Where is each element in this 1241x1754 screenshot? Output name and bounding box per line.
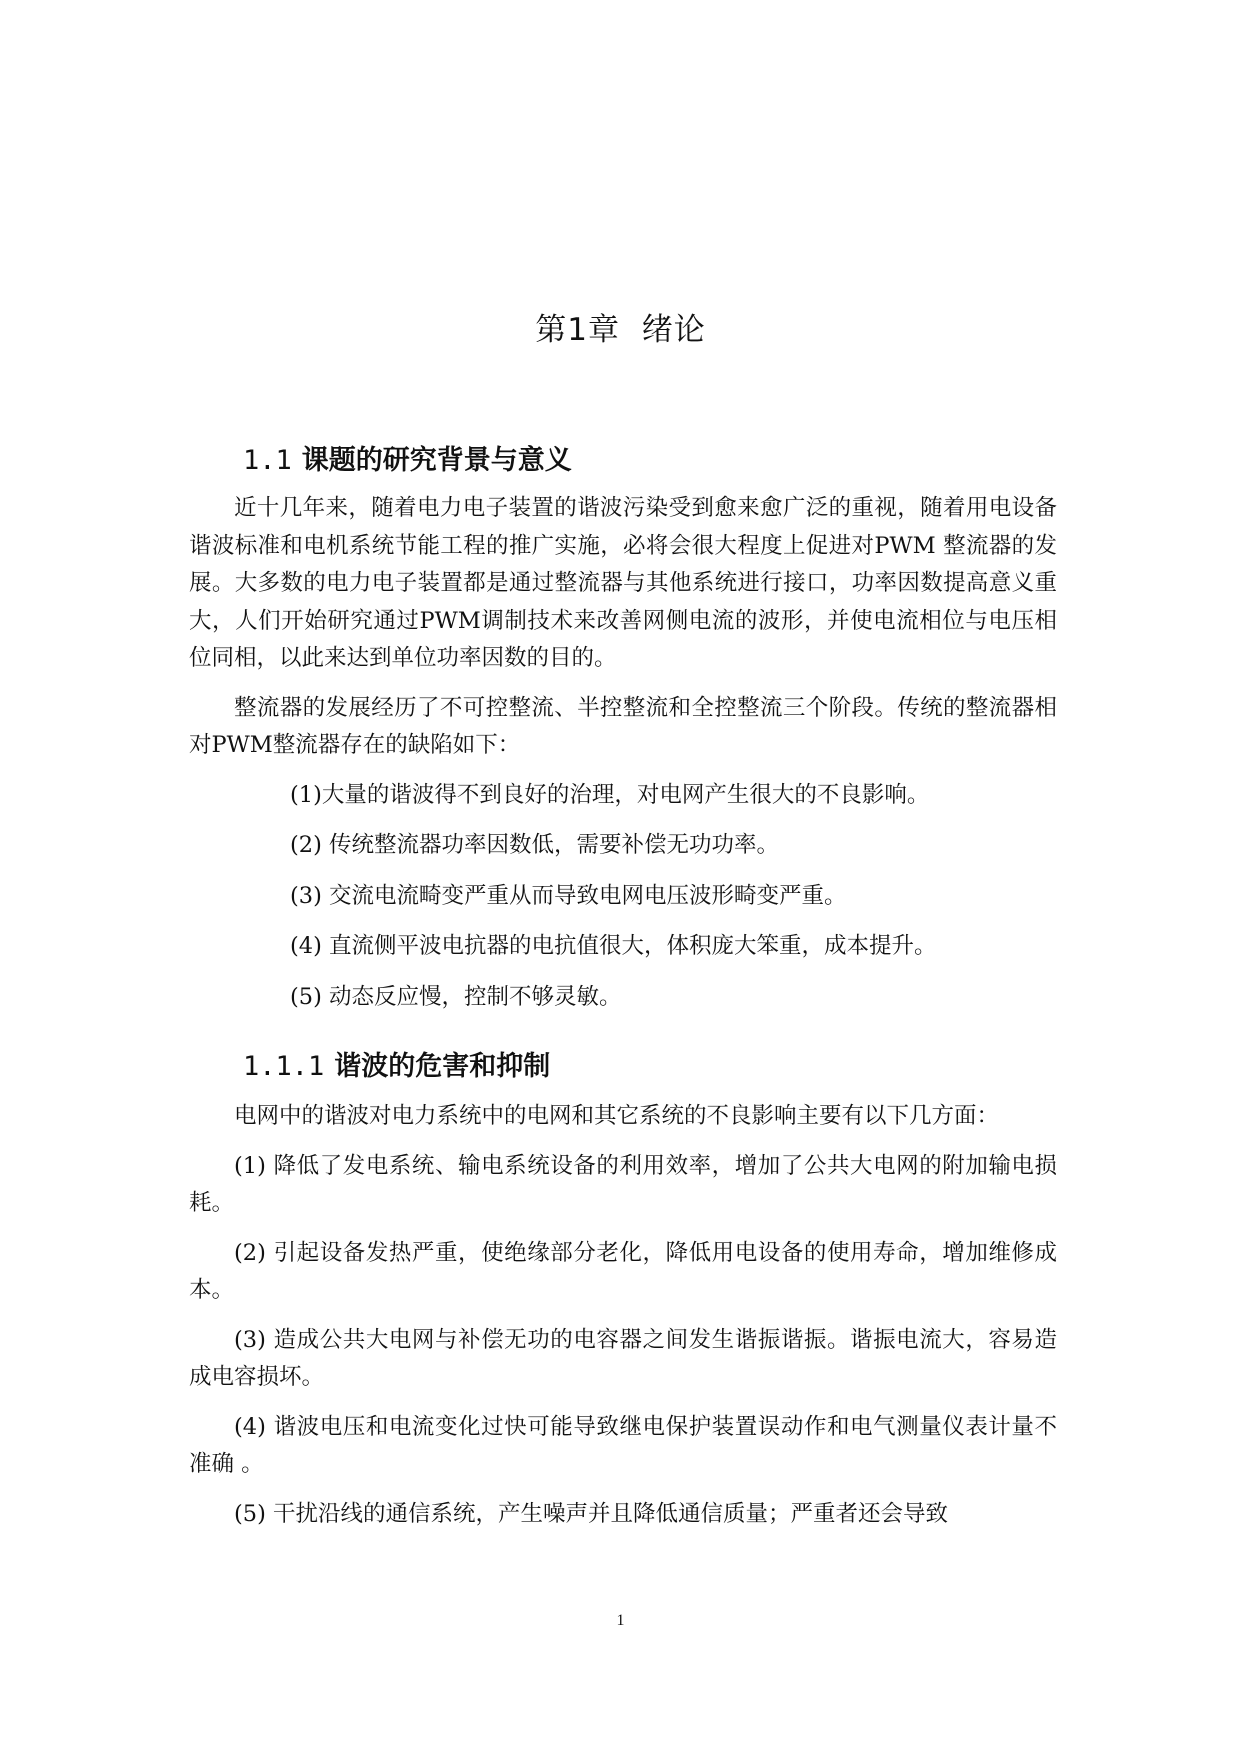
list-item: (4) 直流侧平波电抗器的电抗值很大，体积庞大笨重，成本提升。 <box>290 933 937 959</box>
paragraph: 电网中的谐波对电力系统中的电网和其它系统的不良影响主要有以下几方面： <box>234 1103 1000 1129</box>
list-item: (1)大量的谐波得不到良好的治理，对电网产生很大的不良影响。 <box>290 781 930 808</box>
section-title: 课题的研究背景与意义 <box>301 445 572 476</box>
paragraph: (5) 干扰沿线的通信系统，产生噪声并且降低通信质量；严重者还会导致 <box>234 1500 949 1527</box>
paragraph: 整流器的发展经历了不可控整流、半控整流和全控整流三个阶段。传统的整流器相对PWM整流器存在的缺陷如下： <box>189 694 1057 758</box>
list-item: (2) 传统整流器功率因数低，需要补偿无功功率。 <box>290 832 780 858</box>
list-item: (5) 动态反应慢，控制不够灵敏。 <box>290 983 622 1010</box>
section-number: 1.1 <box>243 445 292 476</box>
chapter-title: 第1章 绪论 <box>535 312 706 348</box>
paragraph: 近十几年来，随着电力电子装置的谐波污染受到愈来愈广泛的重视，随着用电设备谐波标准和电机系统节能工程的推广实施，必将会很大程度上促进对PWM 整流器的发展。大多数的电力电子装置都是通过整流器与其他系统进行接口，功率因数提高意义重大，人们开始研究通过PWM调制技术来改善网侧电流的波形，并使电流相位与电压相位同相，以此来达到单位功率因数的目的。 <box>189 495 1057 671</box>
section-1-1-1-body <box>189 1098 1057 1545</box>
paragraph: (1) 降低了发电系统、输电系统设备的利用效率，增加了公共大电网的附加输电损耗。 <box>189 1152 1057 1216</box>
list-item: (3) 交流电流畸变严重从而导致电网电压波形畸变严重。 <box>290 882 847 909</box>
section-1-1-body <box>189 490 1057 1029</box>
paragraph: (2) 引起设备发热严重，使绝缘部分老化，降低用电设备的使用寿命，增加维修成本。 <box>189 1239 1057 1303</box>
section-title: 谐波的危害和抑制 <box>334 1051 551 1082</box>
section-heading-1-1-1 <box>243 1044 550 1083</box>
paragraph: (4) 谐波电压和电流变化过快可能导致继电保护装置误动作和电气测量仪表计量不准确 。 <box>189 1413 1057 1477</box>
section-number: 1.1.1 <box>243 1051 325 1082</box>
paragraph: (3) 造成公共大电网与补偿无功的电容器之间发生谐振谐振。谐振电流大，容易造成电容损坏。 <box>189 1326 1057 1390</box>
section-heading-1-1 <box>243 438 572 477</box>
page-number: 1 <box>616 1612 625 1629</box>
